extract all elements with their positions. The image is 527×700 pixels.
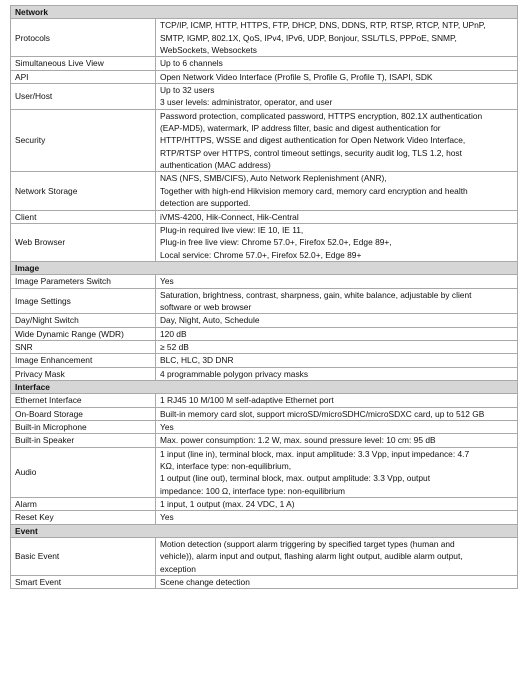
spec-row-image-parameters-switch [11,275,518,288]
spec-value-line: BLC, HLC, 3D DNR [160,355,234,366]
spec-row-built-in-speaker [11,434,518,447]
spec-value [156,407,518,420]
spec-row-web-browser [11,223,518,261]
spec-label: Basic Event [11,538,156,576]
spec-value-line: Yes [160,422,174,432]
spec-value-line: ≥ 52 dB [160,341,189,352]
spec-row-reset-key [11,511,518,524]
spec-value [156,576,518,589]
spec-row-snr [11,340,518,353]
spec-value-line: 1 output (line out), terminal block, max. output amplitude: 3.3 Vpp, output [160,473,431,484]
section-title: Image [11,261,518,274]
spec-value [156,434,518,447]
spec-value [156,314,518,327]
spec-value [156,447,518,497]
spec-value-line: 4 programmable polygon privacy masks [160,368,309,379]
spec-label: Privacy Mask [11,367,156,380]
spec-value-line: Scene change detection [160,577,250,588]
section-header-network [11,6,518,19]
spec-value-line: 1 input, 1 output (max. 24 VDC, 1 A) [160,499,295,510]
spec-value [156,394,518,407]
spec-value [156,70,518,83]
spec-value-line: Yes [160,276,174,287]
spec-value-line: 3 user levels: administrator, operator, and user [160,97,333,108]
spec-value [156,172,518,210]
spec-value [156,538,518,576]
spec-value-line: RTP/RTSP over HTTPS, control timeout settings, security audit log, TLS 1.2, host [160,147,462,158]
spec-row-image-settings [11,288,518,314]
spec-row-basic-event [11,538,518,576]
spec-label: Security [11,109,156,172]
spec-value-line: vehicle)), alarm input and output, flashing alarm light output, audible alarm output, [160,551,463,562]
section-header-event [11,524,518,537]
spec-value-line: Password protection, complicated password, HTTPS encryption, 802.1X authentication [160,110,483,121]
spec-row-wide-dynamic-range-wdr [11,327,518,340]
spec-value-line: iVMS-4200, Hik-Connect, Hik-Central [160,211,299,222]
spec-value [156,421,518,434]
spec-value-line: TCP/IP, ICMP, HTTP, HTTPS, FTP, DHCP, DNS, DDNS, RTP, RTSP, RTCP, NTP, UPnP, [160,20,486,31]
spec-value [156,367,518,380]
spec-value-line: Together with high-end Hikvision memory card, memory card encryption and health [160,185,468,196]
spec-value-line: KΩ, interface type: non-equilibrium, [160,461,292,472]
spec-label: Network Storage [11,172,156,210]
spec-value-line: HTTP/HTTPS, WSSE and digest authentication for Open Network Video Interface, [160,135,466,146]
spec-row-client [11,210,518,223]
spec-value-line: Built-in memory card slot, support microSD/microSDHC/microSDXC card, up to 512 GB [160,408,485,419]
section-title: Interface [11,380,518,393]
spec-row-security [11,109,518,172]
spec-value [156,498,518,511]
spec-value-line: detection are supported. [160,198,251,209]
spec-value-line: Local service: Chrome 57.0+, Firefox 52.0+, Edge 89+ [160,249,362,260]
spec-value [156,57,518,70]
spec-value [156,511,518,524]
spec-row-smart-event [11,576,518,589]
specification-table [10,5,518,589]
spec-row-user-host [11,84,518,110]
spec-value [156,109,518,172]
spec-value-line: 1 RJ45 10 M/100 M self-adaptive Ethernet port [160,395,334,406]
spec-value-line: Max. power consumption: 1.2 W, max. sound pressure level: 10 cm: 95 dB [160,435,436,446]
spec-label: Client [11,210,156,223]
spec-row-api [11,70,518,83]
section-header-image [11,261,518,274]
section-title: Event [11,524,518,537]
spec-label: Wide Dynamic Range (WDR) [11,327,156,340]
section-title: Network [11,6,518,19]
spec-label: Reset Key [11,511,156,524]
spec-label: Built-in Speaker [11,434,156,447]
spec-value-line: authentication (MAC address) [160,160,271,171]
spec-row-day-night-switch [11,314,518,327]
spec-label: Alarm [11,498,156,511]
spec-value-line: Day, Night, Auto, Schedule [160,315,260,326]
spec-label: Smart Event [11,576,156,589]
spec-value-line: software or web browser [160,301,252,312]
spec-value-line: NAS (NFS, SMB/CIFS), Auto Network Replenishment (ANR), [160,173,387,184]
spec-label: Audio [11,447,156,497]
spec-value-line: 1 input (line in), terminal block, max. input amplitude: 3.3 Vpp, input impedance: 4.7 [160,448,470,459]
section-header-interface [11,380,518,393]
spec-label: Protocols [11,19,156,57]
spec-value-line: exception [160,563,196,574]
spec-value-line: Open Network Video Interface (Profile S, Profile G, Profile T), ISAPI, SDK [160,71,433,82]
spec-value-line: Saturation, brightness, contrast, sharpness, gain, white balance, adjustable by client [160,289,472,300]
spec-row-alarm [11,498,518,511]
spec-row-on-board-storage [11,407,518,420]
spec-label: On-Board Storage [11,407,156,420]
spec-value [156,354,518,367]
spec-label: API [11,70,156,83]
spec-row-simultaneous-live-view [11,57,518,70]
spec-value-line: (EAP-MD5), watermark, IP address filter, basic and digest authentication for [160,123,441,134]
spec-row-network-storage [11,172,518,210]
spec-label: SNR [11,340,156,353]
spec-value-line: Motion detection (support alarm triggering by specified target types (human and [160,539,455,550]
spec-value [156,340,518,353]
spec-label: Image Settings [11,288,156,314]
spec-row-built-in-microphone [11,421,518,434]
spec-value-line: SMTP, IGMP, 802.1X, QoS, IPv4, IPv6, UDP, Bonjour, SSL/TLS, PPPoE, SNMP, [160,32,457,43]
spec-label: User/Host [11,84,156,110]
spec-row-audio [11,447,518,497]
spec-row-protocols [11,19,518,57]
spec-value [156,288,518,314]
spec-row-privacy-mask [11,367,518,380]
spec-value [156,223,518,261]
specification-table-body [11,6,518,589]
spec-value-line: Up to 6 channels [160,58,223,69]
spec-value-line: 120 dB [160,328,187,339]
spec-label: Ethernet Interface [11,394,156,407]
spec-value-line: WebSockets, Websockets [160,45,257,56]
spec-value [156,210,518,223]
spec-label: Day/Night Switch [11,314,156,327]
spec-value-line: Yes [160,512,174,523]
spec-value-line: Up to 32 users [160,85,215,96]
spec-row-image-enhancement [11,354,518,367]
spec-value [156,327,518,340]
spec-label: Simultaneous Live View [11,57,156,70]
spec-value [156,275,518,288]
spec-value [156,84,518,110]
spec-label: Web Browser [11,223,156,261]
spec-label: Built-in Microphone [11,421,156,434]
spec-value-line: Plug-in free live view: Chrome 57.0+, Firefox 52.0+, Edge 89+, [160,237,392,248]
spec-label: Image Enhancement [11,354,156,367]
spec-row-ethernet-interface [11,394,518,407]
spec-value-line: impedance: 100 Ω, interface type: non-equilibrium [160,485,346,496]
spec-value-line: Plug-in required live view: IE 10, IE 11, [160,224,304,235]
spec-label: Image Parameters Switch [11,275,156,288]
spec-value [156,19,518,57]
